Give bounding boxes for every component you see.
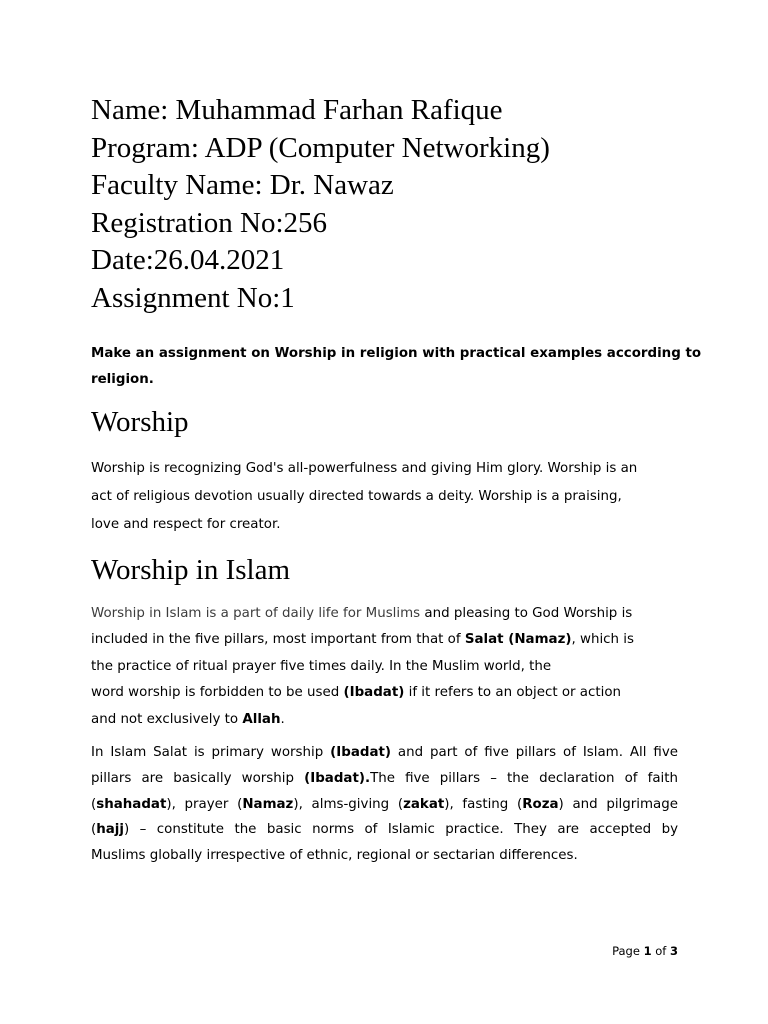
islam-paragraph-2 xyxy=(91,740,678,869)
paragraph-line xyxy=(91,766,678,792)
paragraph-line: act of religious devotion usually directed towards a deity. Worship is a praising, xyxy=(91,489,622,504)
bold-term: Salat (Namaz) xyxy=(464,632,572,648)
student-name: Name: Muhammad Farhan Rafique xyxy=(91,94,503,126)
bold-term: hajj xyxy=(96,822,124,838)
bold-term: (Ibadat). xyxy=(304,770,371,786)
text-span: . xyxy=(280,711,285,727)
paragraph-line xyxy=(91,817,678,843)
text-span: included in the five pillars, most important from that of xyxy=(91,632,465,648)
assignment-line: Assignment No:1 xyxy=(91,281,295,314)
paragraph-line xyxy=(91,627,691,653)
prompt-line: Make an assignment on Worship in religion with practical examples according to xyxy=(91,346,702,361)
text-span: ), prayer ( xyxy=(166,796,243,812)
text-span: if it refers to an object or action xyxy=(404,685,622,701)
current-page-number: 1 xyxy=(643,944,652,958)
text-span: ) – constitute the basic norms of Islamic practice. They are accepted by xyxy=(123,822,678,838)
prompt-line: religion. xyxy=(91,372,154,387)
paragraph-line xyxy=(91,707,691,733)
paragraph-line xyxy=(91,740,678,766)
program-line: Program: ADP (Computer Networking) xyxy=(91,131,550,164)
muted-text: Worship in Islam is a part of daily life for Muslims xyxy=(91,606,421,621)
text-span: ( xyxy=(91,796,97,812)
text-span: and not exclusively to xyxy=(91,711,243,727)
paragraph-line: love and respect for creator. xyxy=(91,517,281,532)
paragraph-line xyxy=(91,792,678,818)
text-span: , which is xyxy=(571,632,634,648)
text-span: ), alms-giving ( xyxy=(293,796,404,812)
page-word: Page xyxy=(612,944,644,958)
bold-term: shahadat xyxy=(96,796,167,812)
paragraph-line xyxy=(91,601,691,627)
text-span: ), fasting ( xyxy=(444,796,523,812)
page-number-footer xyxy=(612,941,678,961)
registration-line: Registration No:256 xyxy=(91,206,328,239)
of-word: of xyxy=(651,944,670,958)
bold-term: Allah xyxy=(242,711,281,727)
text-span: pillars are basically worship xyxy=(91,770,305,786)
faculty-line: Faculty Name: Dr. Nawaz xyxy=(91,169,394,202)
text-span: ) and pilgrimage xyxy=(558,796,678,812)
text-span: ( xyxy=(91,822,97,838)
text-span: and pleasing to God Worship is xyxy=(420,606,633,621)
assignment-prompt xyxy=(91,341,702,393)
date-line: Date:26.04.2021 xyxy=(91,244,285,277)
text-span: In Islam Salat is primary worship xyxy=(91,745,331,760)
bold-term: Roza xyxy=(522,796,559,812)
text-span: word worship is forbidden to be used xyxy=(91,685,344,701)
paragraph-line: Worship is recognizing God's all-powerfulness and giving Him glory. Worship is an xyxy=(91,461,638,476)
worship-heading: Worship xyxy=(91,406,189,438)
text-span: and part of five pillars of Islam. All five xyxy=(391,745,678,760)
paragraph-line: Muslims globally irrespective of ethnic, regional or sectarian differences. xyxy=(91,848,578,864)
bold-term: (Ibadat) xyxy=(343,685,405,701)
text-span: The five pillars – the declaration of faith xyxy=(370,770,678,786)
paragraph-line: the practice of ritual prayer five times daily. In the Muslim world, the xyxy=(91,658,552,674)
worship-in-islam-heading: Worship in Islam xyxy=(91,554,291,586)
paragraph-line xyxy=(91,680,691,706)
total-page-count: 3 xyxy=(669,944,678,958)
islam-paragraph-1 xyxy=(91,601,691,733)
bold-term: (Ibadat) xyxy=(330,745,392,760)
student-info-header xyxy=(91,92,550,318)
bold-term: zakat xyxy=(403,796,445,812)
bold-term: Namaz xyxy=(242,796,294,812)
worship-paragraph xyxy=(91,455,691,539)
